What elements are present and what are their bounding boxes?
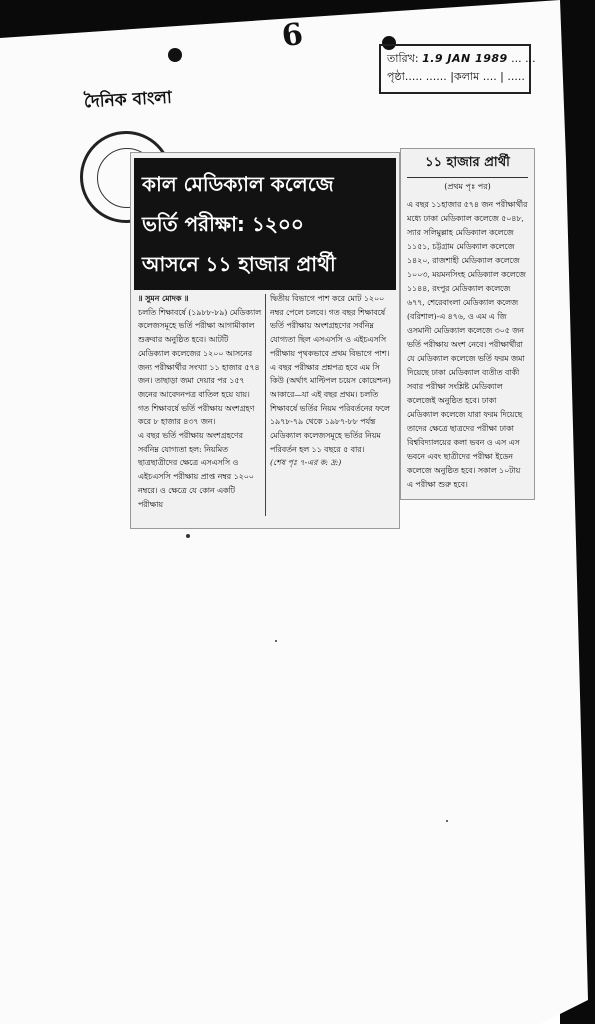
continuation-note: (শেষ পৃঃ ৭-এর ক: দ্র:): [270, 458, 342, 468]
punch-hole-left: [168, 48, 182, 62]
stamp-page-label: পৃষ্ঠা: [387, 70, 405, 83]
paragraph: চলতি শিক্ষাবর্ষে (১৯৮৮-৮৯) মেডিক্যাল কলেজসমূহে ভর্তি পরীক্ষা আগামীকাল শুক্রবার অনুষ্ঠিত হবে। আটটি মেডিক্যাল কলেজের ১২০০ আসনের জন্য পরীক্ষার্থীর সংখ্যা ১১ হাজার ৫৭৪ জন। তাছাড়া জমা দেয়ার পর ১৫৭ জনের আবেদনপত্র বাতিল হয়ে যায়। গত শিক্ষাবর্ষে ভর্তি পরীক্ষায় অংশগ্রহণ করে ৮ হাজার ৪৩৭ জন।: [138, 307, 262, 427]
article-column-2: [270, 292, 394, 524]
continuation-body: [407, 198, 528, 504]
paragraph: এ বছর ১১হাজার ৫৭৪ জন পরীক্ষার্থীর মধ্যে ঢাকা মেডিক্যাল কলেজে ৫০৪৮, স্যার সলিমুল্লাহ মেডিক্যাল কলেজে ১১৫১, চট্টগ্রাম মেডিক্যাল কলেজে ১৪২০, রাজশাহী মেডিক্যাল কলেজে ১০০৩, ময়মনসিংহ মেডিক্যাল কলেজে ১১৪৪, রংপুর মেডিক্যাল কলেজে ৬৭৭, শেরেবাংলা মেডিক্যাল কলেজ (বরিশাল)-এ ৪৭৬, ও এম এ জি ওসমানী মেডিক্যাল কলেজে ৩০৫ জন ভর্তি পরীক্ষায় অংশ নেবে। পরীক্ষার্থীরা যে মেডিক্যাল কলেজে ভর্তি ফরম জমা দিয়েছে ঢাকা মেডিক্যাল ব্যতীত বাকী সবার পরীক্ষা সংশ্লিষ্ট মেডিক্যাল কলেজেই অনুষ্ঠিত হবে। ঢাকা মেডিক্যাল কলেজে যারা ফরম দিয়েছে তাদের ক্ষেত্রে ছাত্রদের পরীক্ষা ঢাকা বিশ্ববিদ্যালয়ের কলা ভবন ও এস এস ভবনে এবং ছাত্রীদের পরীক্ষা ইডেন কলেজে অনুষ্ঠিত হবে। সকাল ১০টায় এ পরীক্ষা শুরু হবে।: [407, 200, 528, 489]
stamp-column-label: কলাম: [454, 70, 480, 83]
scan-speck: [446, 820, 448, 822]
scan-speck: [186, 534, 190, 538]
stamp-page-row: পৃষ্ঠা..... ...... |কলাম .... | .....: [387, 70, 525, 83]
continuation-subtitle: (প্রথম পৃঃ পর): [444, 182, 491, 191]
date-stamp: [379, 44, 536, 94]
page-number: 6: [279, 16, 306, 55]
column-divider: [265, 294, 266, 516]
byline: ॥ সুমন মোদক ॥: [138, 294, 189, 303]
continuation-title: ১১ হাজার প্রার্থী: [407, 153, 528, 178]
stamp-date-value: 1.9 JAN 1989: [422, 52, 508, 65]
article-column-1: [138, 292, 262, 524]
paragraph: এ বছর ভর্তি পরীক্ষায় অংশগ্রহণের সর্বনিম্ন যোগ্যতা হল: নিয়মিত ছাত্রছাত্রীদের ক্ষেত্রে এসএসসি ও এইচএসসি পরীক্ষায় প্রাপ্ত নম্বর ১২০০ নম্বরে। ও ক্ষেত্রে যে কোন একটি পরীক্ষায়: [138, 431, 254, 509]
headline-line-1: কাল মেডিক্যাল কলেজে: [142, 172, 334, 196]
headline-line-2: ভর্তি পরীক্ষা: ১২০০: [142, 212, 304, 236]
headline-banner: [134, 158, 396, 290]
paragraph: এ বছর পরীক্ষার প্রশ্নপত্র হবে এম সি কিউ (অর্থাৎ মাল্টিপল চয়েস কোয়েশ্চন) আকারে—যা এই বছর প্রথম। চলতি শিক্ষাবর্ষে ভর্তির নিয়ম পরিবর্তনের ফলে ১৯৭৮-৭৯ থেকে ১৯৮৭-৮৮ পর্যন্ত মেডিক্যাল কলেজসমূহে ভর্তির নিয়ম পরিবর্তন হল ১১ বছরে ৫ বার।: [270, 362, 391, 454]
scan-speck: [275, 640, 277, 642]
paragraph: দ্বিতীয় বিভাগে পাশ করে মোট ১২০০ নম্বর পেলে চলবে। গত বছর শিক্ষাবর্ষে ভর্তি পরীক্ষায় অংশগ্রহণের সর্বনিম্ন যোগ্যতা ছিল এসএসসি ও এইচএসসি পরীক্ষায় পৃথকভাবে প্রথম বিভাগে পাশ।: [270, 294, 390, 358]
headline-line-3: আসনে ১১ হাজার প্রার্থী: [142, 252, 336, 276]
stamp-date-label: তারিখ: [387, 52, 415, 65]
newspaper-name: দৈনিক বাংলা: [83, 87, 173, 113]
stamp-date-row: তারিখ: 1.9 JAN 1989 ... ...: [387, 52, 536, 65]
news-clipping-continuation: [400, 148, 535, 500]
article-body: [138, 292, 396, 524]
